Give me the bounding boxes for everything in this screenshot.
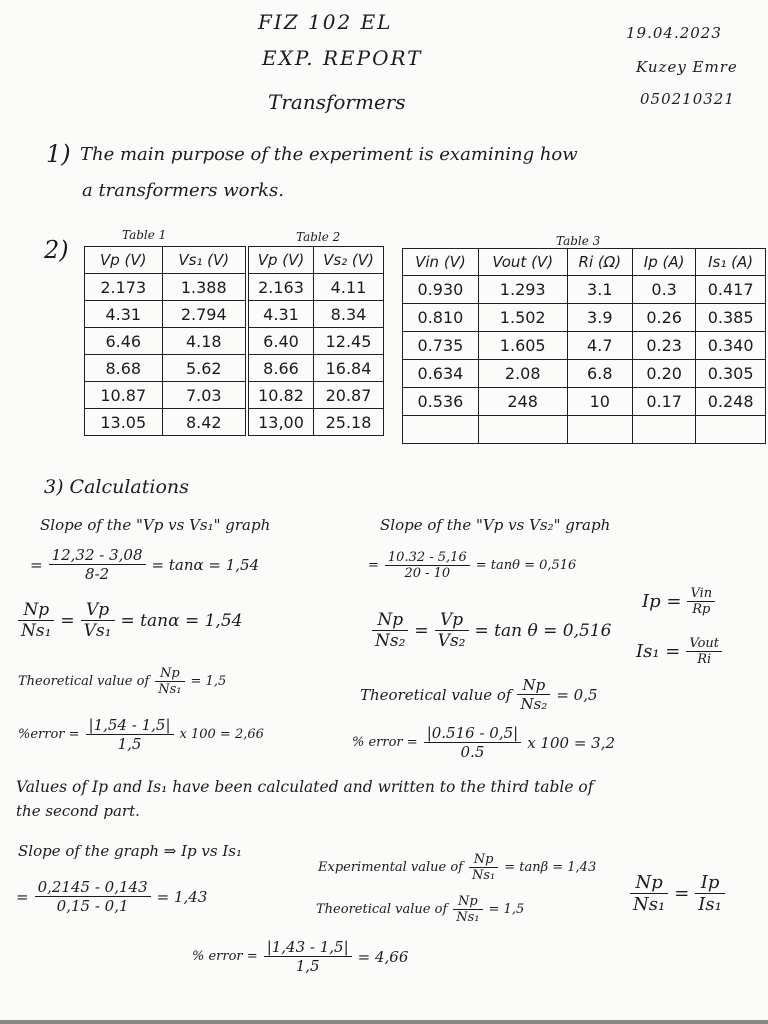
table-header-row <box>403 249 766 276</box>
table-cell <box>567 416 633 444</box>
table-cell: 0.26 <box>633 304 696 332</box>
ratio-relation: $\frac{Np}{\text{Ns₁}}$ = $\frac{Ip}{\text{Is₁}}$ <box>630 872 725 915</box>
note-line-1: Values of Ip and Is₁ have been calculated and written to the third table of <box>16 778 594 796</box>
left-error: %error = $\frac{|1,54 - 1,5|}{1,5}$ x 100 = 2,66 <box>18 716 264 753</box>
table-header-row <box>249 247 384 274</box>
table-header-cell: Vs₂ (V) <box>313 247 383 274</box>
table-cell: 1.605 <box>478 332 567 360</box>
table-row <box>403 304 766 332</box>
left-slope-calc: = $\frac{12,32 - 3,08}{8-2}$ = tanα = 1,54 <box>30 546 260 583</box>
table-cell: 10 <box>567 388 633 416</box>
table-cell: 0.536 <box>403 388 479 416</box>
table-cell <box>403 416 479 444</box>
table-cell: 0.930 <box>403 276 479 304</box>
table2-caption: Table 2 <box>296 230 341 244</box>
table-row <box>249 382 384 409</box>
table-row <box>249 274 384 301</box>
table-cell: 1.293 <box>478 276 567 304</box>
table-cell: 0.735 <box>403 332 479 360</box>
table-row <box>403 276 766 304</box>
table-cell: 2.173 <box>85 274 163 301</box>
table-cell <box>478 416 567 444</box>
table-cell: 0.417 <box>696 276 766 304</box>
table-header-cell: Vout (V) <box>478 249 567 276</box>
table-row <box>85 382 246 409</box>
table-cell: 16.84 <box>313 355 383 382</box>
right-error: % error = $\frac{|0.516 - 0,5|}{0.5}$ x 100 = 3,2 <box>352 724 616 761</box>
table2 <box>248 246 384 436</box>
table-cell: 4.18 <box>162 328 246 355</box>
table-cell: 4.7 <box>567 332 633 360</box>
table-header-cell: Ip (A) <box>633 249 696 276</box>
left-slope-label: Slope of the "Vp vs Vs₁" graph <box>40 516 271 534</box>
table-cell: 0.3 <box>633 276 696 304</box>
table1-caption: Table 1 <box>122 228 167 242</box>
table-row <box>403 416 766 444</box>
table-row <box>249 355 384 382</box>
experimental-value: Experimental value of $\frac{Np}{\text{Ns₁}}$ = tanβ = 1,43 <box>318 852 597 883</box>
table-cell: 7.03 <box>162 382 246 409</box>
table-cell: 13,00 <box>249 409 314 436</box>
table-cell: 12.45 <box>313 328 383 355</box>
purpose-line-1: The main purpose of the experiment is examining how <box>80 144 578 165</box>
table-cell: 0.385 <box>696 304 766 332</box>
table-cell: 2.163 <box>249 274 314 301</box>
table-header-row <box>85 247 246 274</box>
table-cell: 2.794 <box>162 301 246 328</box>
table-cell: 0.340 <box>696 332 766 360</box>
table-cell: 0.23 <box>633 332 696 360</box>
page-bottom-edge <box>0 1020 768 1024</box>
table-cell: 3.1 <box>567 276 633 304</box>
table-cell <box>696 416 766 444</box>
table-cell: 6.8 <box>567 360 633 388</box>
table-cell: 0.810 <box>403 304 479 332</box>
table-cell: 248 <box>478 388 567 416</box>
table-cell: 13.05 <box>85 409 163 436</box>
topic-title: Transformers <box>268 90 406 114</box>
table-header-cell: Ri (Ω) <box>567 249 633 276</box>
table-cell: 8.68 <box>85 355 163 382</box>
purpose-line-2: a transformers works. <box>82 180 284 201</box>
right-ratio: $\frac{Np}{\text{Ns₂}}$ = $\frac{Vp}{\text{Vs₂}}$ = tan θ = 0,516 <box>372 610 611 651</box>
table-cell: 0.305 <box>696 360 766 388</box>
table-cell: 4.11 <box>313 274 383 301</box>
bottom-error: % error = $\frac{|1,43 - 1,5|}{1,5}$ = 4,66 <box>192 938 409 975</box>
table-cell: 5.62 <box>162 355 246 382</box>
calculations-title: 3) Calculations <box>44 476 189 498</box>
table-header-cell: Vs₁ (V) <box>162 247 246 274</box>
table-row <box>249 409 384 436</box>
table-cell: 8.42 <box>162 409 246 436</box>
table-header-cell: Is₁ (A) <box>696 249 766 276</box>
table-cell: 4.31 <box>249 301 314 328</box>
table-cell: 0.634 <box>403 360 479 388</box>
note-line-2: the second part. <box>16 802 140 820</box>
table-cell: 20.87 <box>313 382 383 409</box>
table-cell: 0.17 <box>633 388 696 416</box>
table-cell: 4.31 <box>85 301 163 328</box>
table-cell: 25.18 <box>313 409 383 436</box>
table-cell: 1.502 <box>478 304 567 332</box>
report-title: EXP. REPORT <box>262 46 423 70</box>
table-row <box>403 388 766 416</box>
left-ratio: $\frac{Np}{\text{Ns₁}}$ = $\frac{Vp}{\text{Vs₁}}$ = tanα = 1,54 <box>18 600 242 641</box>
ip-formula: Ip = $\frac{\text{Vin}}{Rp}$ <box>642 586 715 617</box>
table-row <box>249 301 384 328</box>
table-cell: 6.46 <box>85 328 163 355</box>
table3 <box>402 248 766 444</box>
table-cell: 8.66 <box>249 355 314 382</box>
table-header-cell: Vp (V) <box>85 247 163 274</box>
table-row <box>85 274 246 301</box>
bottom-theoretical: Theoretical value of $\frac{Np}{\text{Ns₁}}$ = 1,5 <box>316 894 525 925</box>
table-header-cell: Vin (V) <box>403 249 479 276</box>
section2-number: 2) <box>44 236 69 264</box>
table-row <box>85 328 246 355</box>
table-header-cell: Vp (V) <box>249 247 314 274</box>
table-cell: 10.82 <box>249 382 314 409</box>
table-row <box>403 360 766 388</box>
table-cell: 6.40 <box>249 328 314 355</box>
table-cell: 10.87 <box>85 382 163 409</box>
table-row <box>85 355 246 382</box>
is-formula: Is₁ = $\frac{\text{Vout}}{Ri}$ <box>636 636 722 667</box>
table-cell: 0.248 <box>696 388 766 416</box>
report-date: 19.04.2023 <box>626 24 722 42</box>
student-id: 050210321 <box>640 90 735 108</box>
bottom-slope-calc: = $\frac{0,2145 - 0,143}{0,15 - 0,1}$ = 1,43 <box>16 878 208 915</box>
section1-number: 1) <box>46 140 71 168</box>
table-row <box>85 409 246 436</box>
table3-caption: Table 3 <box>556 234 601 248</box>
table-cell: 8.34 <box>313 301 383 328</box>
student-name: Kuzey Emre <box>636 58 738 76</box>
course-code: FIZ 102 EL <box>258 10 393 34</box>
table-row <box>85 301 246 328</box>
table-cell: 3.9 <box>567 304 633 332</box>
table-row <box>249 328 384 355</box>
right-theoretical: Theoretical value of $\frac{Np}{\text{Ns₂}}$ = 0,5 <box>360 676 598 713</box>
table-row <box>403 332 766 360</box>
table-cell: 2.08 <box>478 360 567 388</box>
table-cell: 0.20 <box>633 360 696 388</box>
left-theoretical: Theoretical value of $\frac{Np}{\text{Ns₁}}$ = 1,5 <box>18 666 227 697</box>
right-slope-calc: = $\frac{10.32 - 5,16}{20 - 10}$ = tanθ = 0,516 <box>368 550 577 581</box>
table1 <box>84 246 246 436</box>
bottom-slope-label: Slope of the graph ⇒ Ip vs Is₁ <box>18 842 242 860</box>
table-cell: 1.388 <box>162 274 246 301</box>
table-cell <box>633 416 696 444</box>
right-slope-label: Slope of the "Vp vs Vs₂" graph <box>380 516 611 534</box>
